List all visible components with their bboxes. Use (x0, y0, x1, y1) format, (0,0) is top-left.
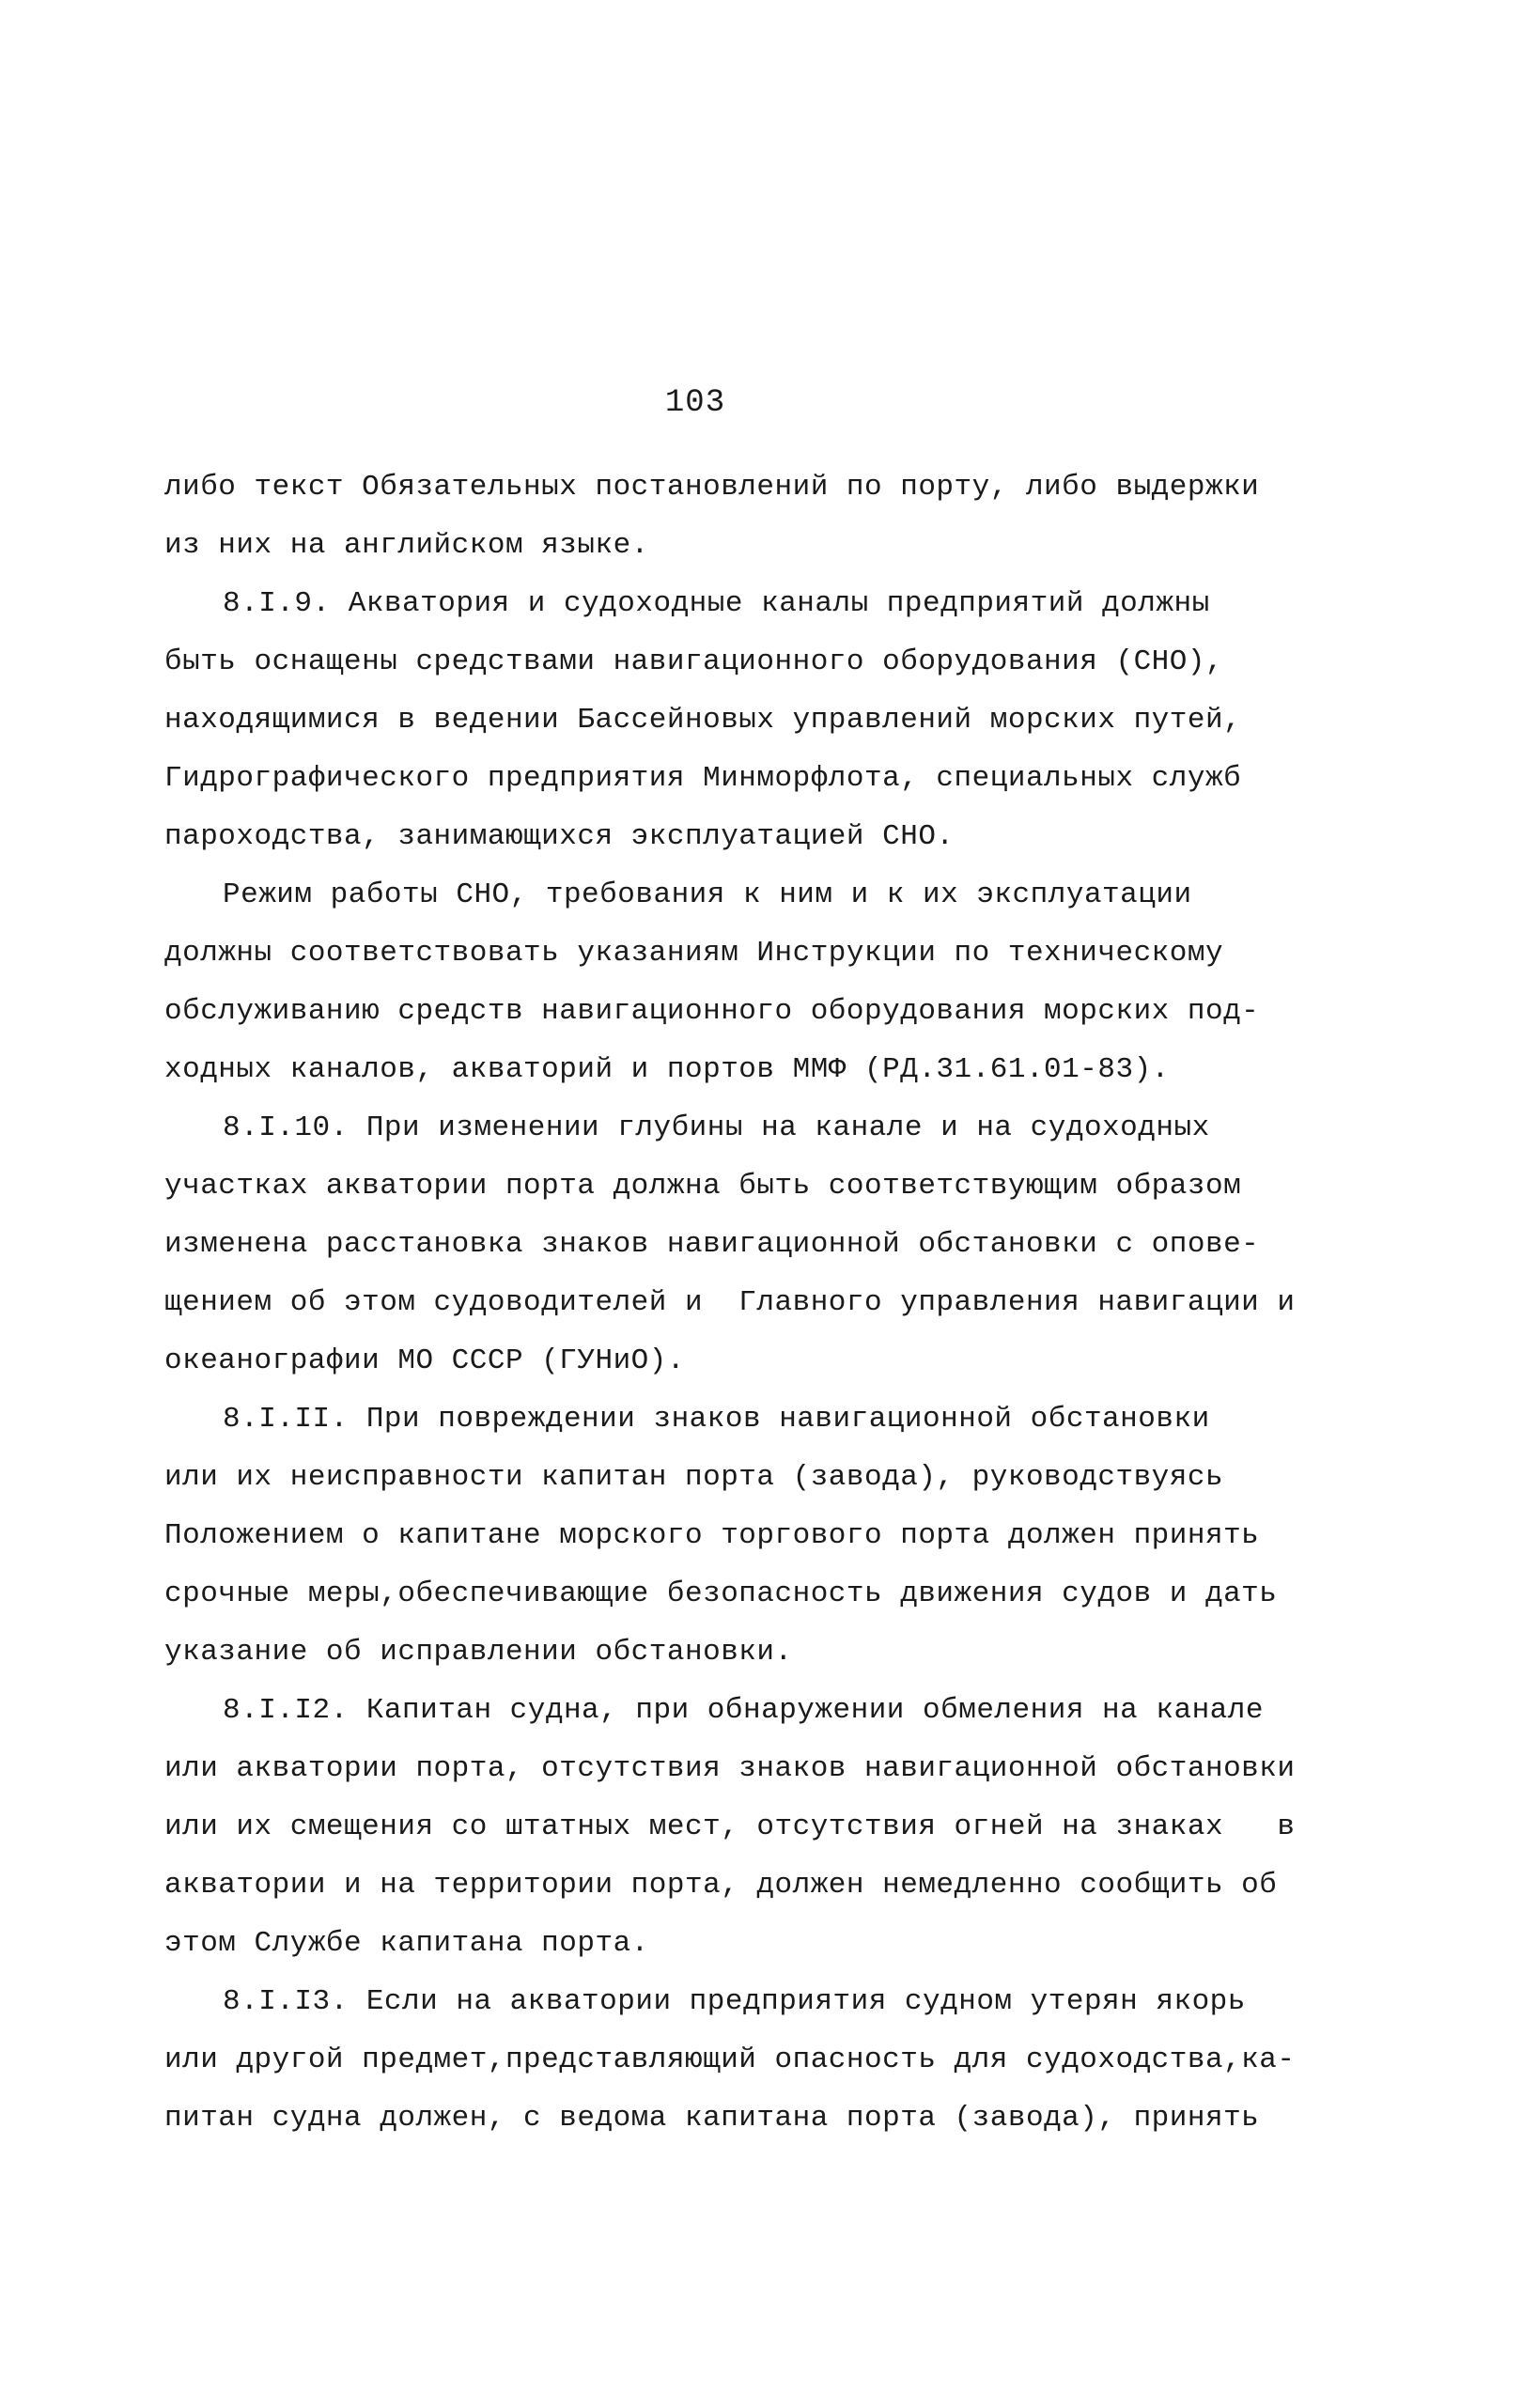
text-line: ходных каналов, акваторий и портов ММФ (РД.31.61.01-83). (164, 1053, 1170, 1086)
page-number: 103 (664, 385, 726, 421)
text-line: должны соответствовать указаниям Инструкции по техническому (164, 937, 1224, 970)
text-line: либо текст Обязательных постановлений по порту, либо выдержки (164, 471, 1260, 504)
text-line: Режим работы СНО, требования к ним и к их эксплуатации (223, 878, 1192, 911)
body-text (164, 458, 1296, 2148)
text-line: Гидрографического предприятия Минморфлота, специальных служб (164, 762, 1242, 795)
text-line: участках акватории порта должна быть соответствующим образом (164, 1170, 1242, 1203)
text-line: акватории и на территории порта, должен немедленно сообщить об (164, 1869, 1278, 1902)
text-line: обслуживанию средств навигационного оборудования морских под- (164, 995, 1260, 1028)
text-line: 8.I.II. При повреждении знаков навигационной обстановки (223, 1403, 1210, 1436)
text-line: из них на английском языке. (164, 529, 649, 562)
text-line: изменена расстановка знаков навигационной обстановки с опове- (164, 1228, 1260, 1261)
text-line: 8.I.I2. Капитан судна, при обнаружении обмеления на канале (223, 1694, 1264, 1727)
text-line: океанографии МО СССР (ГУНиО). (164, 1344, 685, 1377)
text-line: срочные меры,обеспечивающие безопасность движения судов и дать (164, 1577, 1278, 1610)
text-line: щением об этом судоводителей и Главного управления навигации и (164, 1286, 1296, 1319)
text-line: питан судна должен, с ведома капитана порта (завода), принять (164, 2102, 1260, 2135)
text-line: находящимися в ведении Бассейновых управлений морских путей, (164, 704, 1242, 737)
text-line: или их смещения со штатных мест, отсутствия огней на знаках в (164, 1810, 1296, 1843)
text-line: указание об исправлении обстановки. (164, 1636, 793, 1669)
text-line: быть оснащены средствами навигационного оборудования (СНО), (164, 645, 1224, 678)
text-line: 8.I.9. Акватория и судоходные каналы предприятий должны (223, 587, 1210, 620)
text-line: или акватории порта, отсутствия знаков навигационной обстановки (164, 1752, 1296, 1785)
text-line: Положением о капитане морского торгового порта должен принять (164, 1519, 1260, 1552)
text-line: пароходства, занимающихся эксплуатацией СНО. (164, 820, 955, 853)
text-line: 8.I.I3. Если на акватории предприятия судном утерян якорь (223, 1985, 1246, 2018)
text-line: этом Службе капитана порта. (164, 1927, 649, 1960)
text-line: 8.I.10. При изменении глубины на канале и на судоходных (223, 1111, 1210, 1144)
text-line: или другой предмет,представляющий опасность для судоходства,ка- (164, 2043, 1296, 2076)
text-line: или их неисправности капитан порта (завода), руководствуясь (164, 1461, 1224, 1494)
